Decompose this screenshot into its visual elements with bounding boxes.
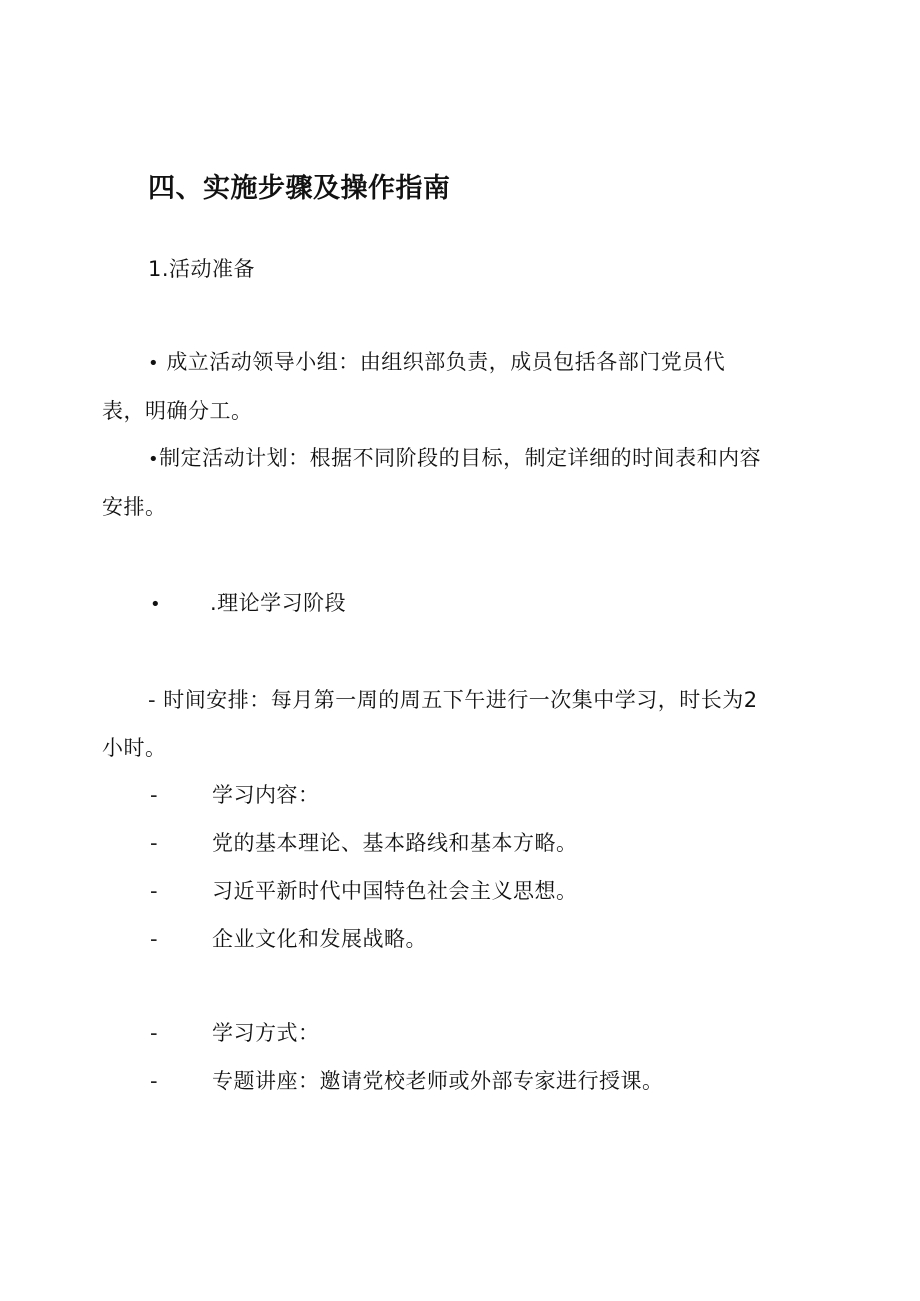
list-item [148,347,725,379]
content-item: 习近平新时代中国特色社会主义思想。 [212,879,578,903]
dash-icon: - [150,927,158,951]
bullet-icon: • [148,353,160,374]
subsection-bullet-icon: • [150,594,162,615]
list-item-text: 成立活动领导小组：由组织部负责，成员包括各部门党员代 [166,350,726,374]
list-item-continuation: 安排。 [102,495,167,519]
schedule-continuation: 小时。 [102,736,167,760]
schedule-text: 时间安排：每月第一周的周五下午进行一次集中学习，时长为2 [163,688,758,712]
section-heading: 四、实施步骤及操作指南 [148,173,451,204]
dash-icon: - [150,831,158,855]
method-item: 专题讲座：邀请党校老师或外部专家进行授课。 [212,1069,664,1093]
list-item-text: 制定活动计划：根据不同阶段的目标，制定详细的时间表和内容 [159,446,762,470]
dash-icon: - [150,879,158,903]
subsection-title: .理论学习阶段 [210,591,347,615]
subsection-title-text: 活动准备 [169,257,256,281]
list-item-continuation: 表，明确分工。 [102,399,253,423]
dash-icon: - [150,783,158,807]
content-label: 学习内容： [212,783,320,807]
content-item: 党的基本理论、基本路线和基本方略。 [212,831,578,855]
schedule-line [148,685,758,715]
subsection-title [148,254,255,284]
dash-icon: - [150,1069,158,1093]
content-item: 企业文化和发展战略。 [212,927,427,951]
dash-icon: - [148,688,157,712]
dash-icon: - [150,1021,158,1045]
bullet-icon: • [148,449,160,470]
method-label: 学习方式： [212,1021,320,1045]
subsection-number: 1. [148,257,170,281]
list-item [148,443,761,475]
